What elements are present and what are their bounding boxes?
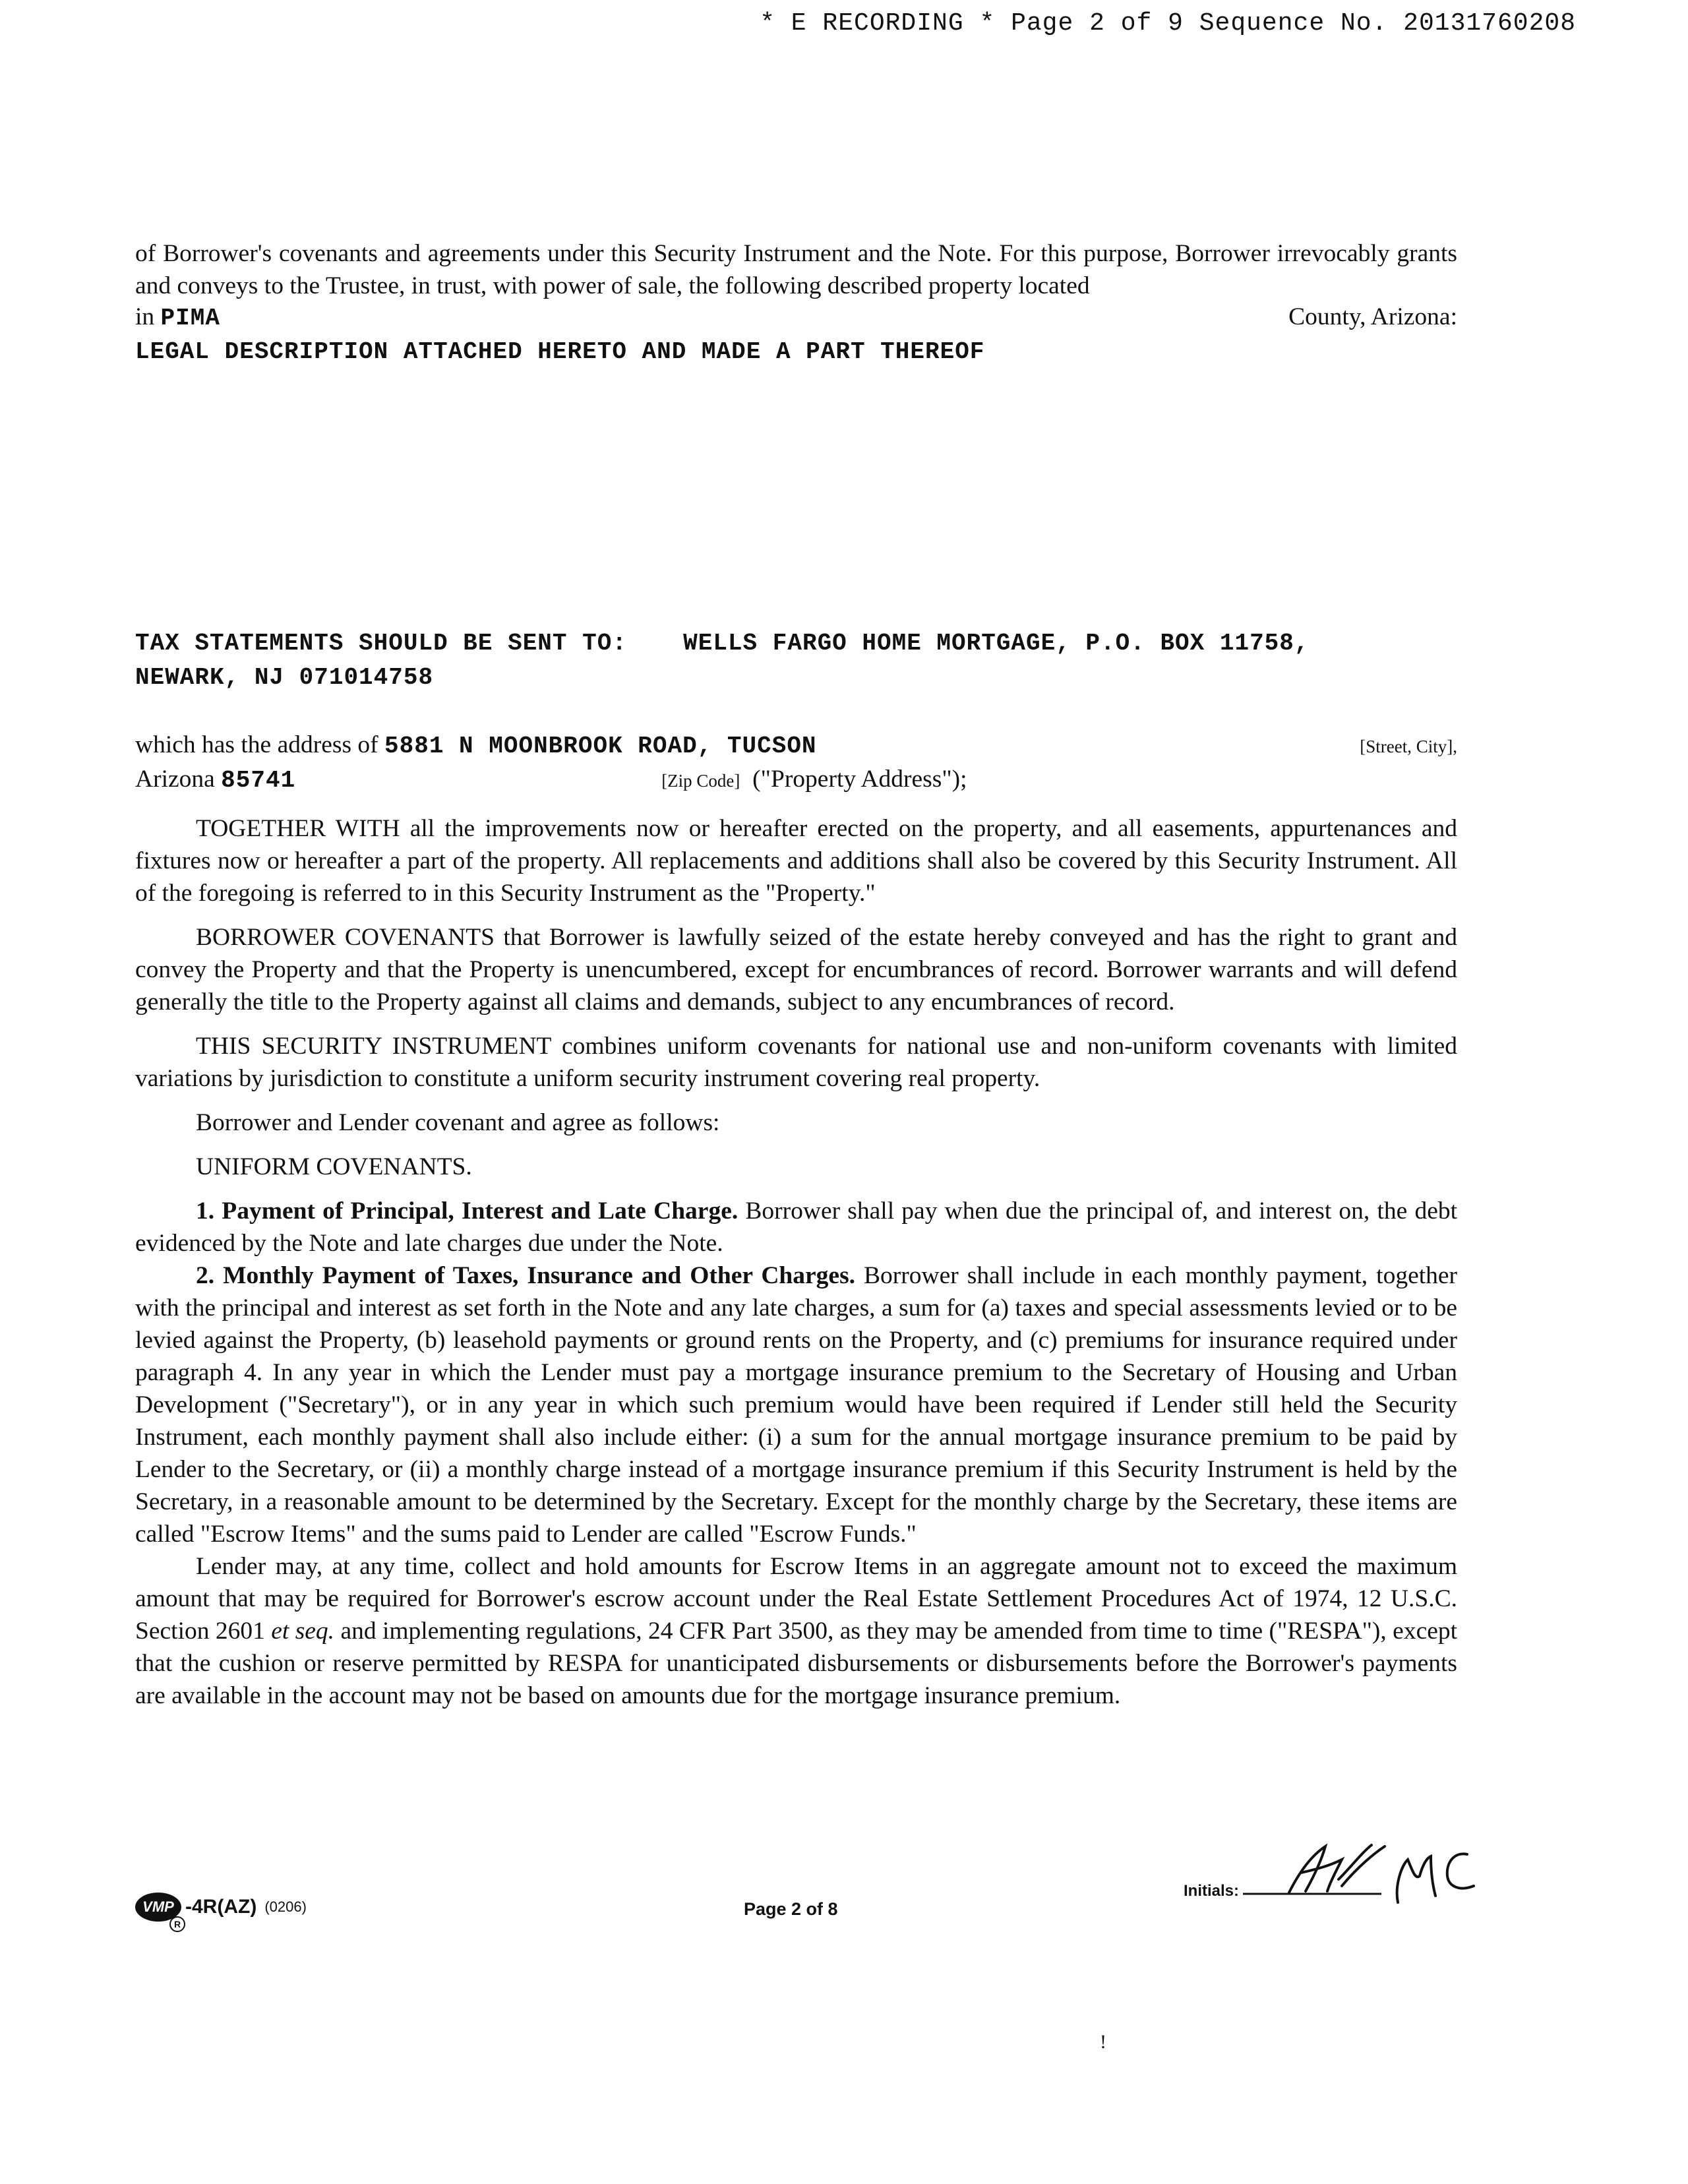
address-street: 5881 N MOONBROOK ROAD, TUCSON: [384, 733, 817, 760]
address-line-1: [135, 729, 1457, 763]
covenant-1-title: 1. Payment of Principal, Interest and Late Charge.: [196, 1198, 738, 1225]
recording-header: * E RECORDING * Page 2 of 9 Sequence No. 20131760208: [760, 9, 1576, 38]
covenant-2-body: Borrower shall include in each monthly payment, together with the principal and interest as set forth in the Note and any late charges, a sum for (a) taxes and special assessments levied or to be levied against the Property, (b) leasehold payments or ground rents on the Property, and (c) premiums for insurance required under paragraph 4. In any year in which the Lender must pay a mortgage insurance premium to the Secretary of Housing and Urban Development ("Secretary"), or in any year in which such premium would have been required if Lender still held the Security Instrument, each monthly payment shall also include either: (i) a sum for the annual mortgage insurance premium to be paid by Lender to the Secretary, or (ii) a monthly charge instead of a mortgage insurance premium if this Security Instrument is held by the Secretary, in a reasonable amount to be determined by the Secretary. Except for the monthly charge by the Secretary, these items are called "Escrow Items" and the sums paid to Lender are called "Escrow Funds.": [135, 1262, 1458, 1548]
initials-area: [1184, 1840, 1493, 1906]
intro-text: of Borrower's covenants and agreements under this Security Instrument and the Note. For this purpose, Borrower irrevocably grants and conveys to the Trustee, in trust, with power of sale, the following described property located: [135, 240, 1457, 299]
lender-part-2: and implementing regulations, 24 CFR Part 3500, as they may be amended from time to time ("RESPA"), except that the cushion or reserve permitted by RESPA for unanticipated disbursements or disbursements before the Borrower's payments are available in the account may not be based on amounts due for the mortgage insurance premium.: [135, 1618, 1458, 1709]
together-paragraph: TOGETHER WITH all the improvements now or hereafter erected on the property, and all easements, appurtenances and fixtures now or hereafter a part of the property. All replacements and additions shall also be covered by this Security Instrument. All of the foregoing is referred to in this Security Instrument as the "Property.": [135, 815, 1457, 907]
address-state: Arizona: [135, 766, 215, 793]
form-date: (0206): [264, 1898, 307, 1915]
county-name: PIMA: [160, 305, 220, 332]
intro-section: [135, 237, 1457, 365]
address-zip: 85741: [221, 767, 296, 794]
vmp-logo-text: VMP: [142, 1898, 174, 1915]
form-code: -4R(AZ): [185, 1896, 257, 1918]
stray-mark: !: [1100, 2031, 1106, 2053]
initials-signature-icon: [1243, 1840, 1493, 1906]
body-section: [135, 812, 1457, 1724]
covenant-2-title: 2. Monthly Payment of Taxes, Insurance and Other Charges.: [196, 1262, 856, 1289]
registered-mark-icon: R: [169, 1916, 185, 1932]
lender-escrow-paragraph: [135, 1550, 1457, 1712]
street-label: [Street, City],: [1360, 737, 1457, 756]
lender-et-seq: et seq.: [271, 1618, 335, 1645]
security-instrument-paragraph: THIS SECURITY INSTRUMENT combines uniform covenants for national use and non-uniform covenants with limited variations by jurisdiction to constitute a uniform security instrument covering real property.: [135, 1033, 1457, 1092]
initials-label: Initials:: [1184, 1882, 1240, 1900]
page-number: Page 2 of 8: [744, 1899, 838, 1919]
tax-line-2: NEWARK, NJ 071014758: [135, 664, 434, 691]
uniform-covenants-heading: UNIFORM COVENANTS.: [196, 1153, 472, 1180]
county-left: [135, 301, 220, 334]
covenant-1-body: Borrower shall pay when due the principal of, and interest on, the debt evidenced by the Note and late charges due under the Note.: [135, 1198, 1458, 1257]
address-suffix: ("Property Address");: [752, 766, 967, 793]
address-section: [135, 729, 1457, 797]
address-prefix: which has the address of: [135, 731, 378, 758]
legal-description: LEGAL DESCRIPTION ATTACHED HERETO AND MADE A PART THEREOF: [135, 338, 985, 365]
agree-paragraph: Borrower and Lender covenant and agree as follows:: [196, 1109, 720, 1136]
vmp-logo-icon: [135, 1893, 181, 1929]
form-identifier: [135, 1893, 307, 1929]
tax-recipient: WELLS FARGO HOME MORTGAGE, P.O. BOX 11758,: [683, 630, 1310, 657]
tax-section: [135, 626, 1457, 695]
tax-label: TAX STATEMENTS SHOULD BE SENT TO:: [135, 630, 627, 657]
county-line: [135, 301, 1457, 334]
covenant-1: [135, 1195, 1457, 1259]
in-word: in: [135, 303, 155, 330]
lender-part-1: Lender may, at any time, collect and hold amounts for Escrow Items in an aggregate amount not to exceed the maximum amount that may be required for Borrower's escrow account under the Real Estate Settlement Procedures Act of 1974, 12 U.S.C. Section 2601: [135, 1553, 1457, 1645]
address-left: [135, 729, 817, 762]
covenant-2: [135, 1259, 1457, 1550]
address-line-2: [135, 763, 1457, 797]
borrower-covenants-paragraph: BORROWER COVENANTS that Borrower is lawfully seized of the estate hereby conveyed and has the right to grant and convey the Property and that the Property is unencumbered, except for encumbrances of record. Borrower warrants and will defend generally the title to the Property against all claims and demands, subject to any encumbrances of record.: [135, 924, 1457, 1016]
tax-line-1: [135, 626, 1457, 661]
county-suffix: County, Arizona:: [1288, 303, 1457, 330]
zip-label: [Zip Code]: [661, 771, 740, 791]
